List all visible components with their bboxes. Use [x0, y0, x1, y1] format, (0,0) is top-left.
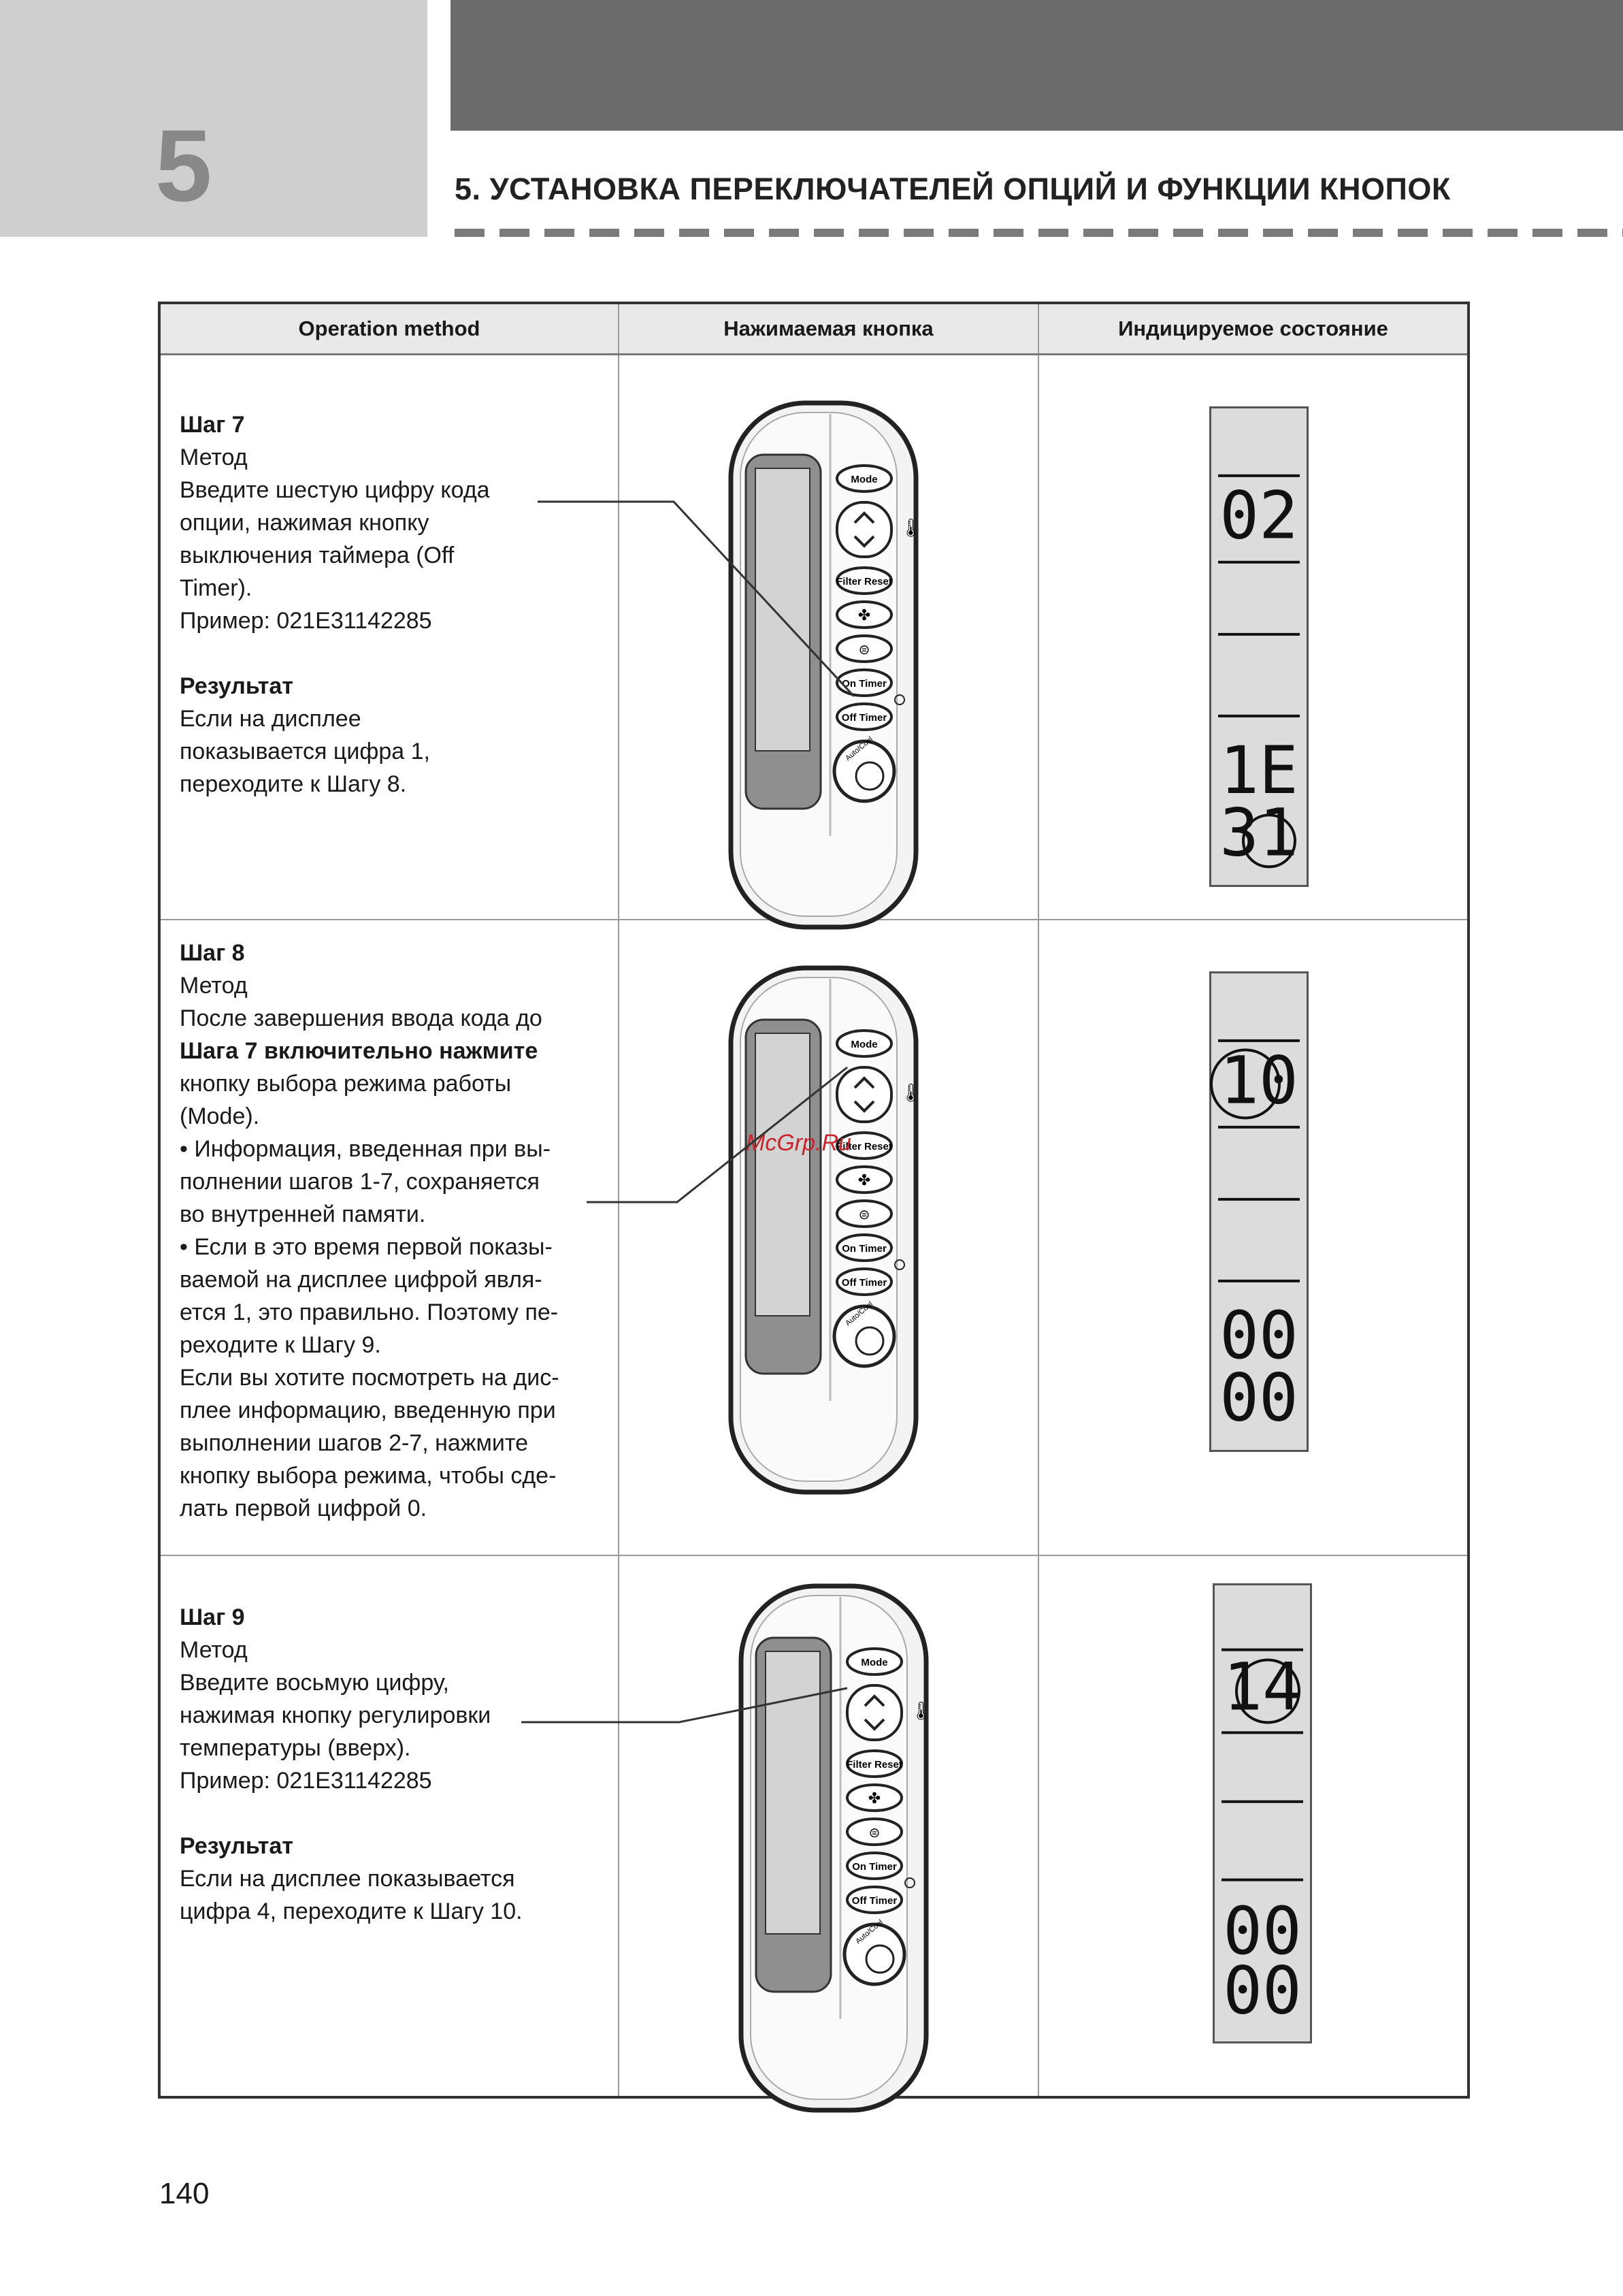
step-text-line: Timer).: [180, 575, 252, 601]
step-title: Шага 7 включительно нажмите: [180, 1038, 538, 1065]
header-pressed-button: Нажимаемая кнопка: [619, 303, 1038, 354]
header-display-state: Индицируемое состояние: [1038, 303, 1469, 354]
temperature-button: [837, 1067, 891, 1122]
result-heading: Результат: [180, 1832, 293, 1859]
step-text-line: После завершения ввода кода до: [180, 1005, 542, 1032]
lcd-digits: 00: [1219, 1297, 1298, 1374]
mode-button-label: Mode: [861, 1656, 888, 1668]
step-text-line: опции, нажимая кнопку: [180, 509, 429, 536]
fan-icon: ✤: [857, 606, 871, 624]
off-timer-button-label: Off Timer: [841, 711, 887, 724]
lcd-display-drawing: [1211, 408, 1307, 889]
step-text-line: Введите восьмую цифру,: [180, 1669, 449, 1696]
step-9-display: [1038, 1555, 1469, 2097]
step-text-line: показывается цифра 1,: [180, 738, 430, 764]
step-text-line: Если на дисплее показывается: [180, 1865, 515, 1892]
step-text-line: реходите к Шагу 9.: [180, 1332, 381, 1359]
power-button: [834, 1306, 894, 1366]
blank-line: [180, 637, 599, 670]
step-7-display: [1038, 354, 1469, 920]
filter-reset-button-label: Filter Reset: [836, 1141, 892, 1153]
remote-lcd-screen: [755, 1033, 810, 1316]
off-timer-button-label: Off Timer: [841, 1277, 887, 1289]
dashed-divider: [455, 229, 1623, 237]
chapter-number: 5: [155, 108, 212, 223]
auto-cool-label: Auto/Cool: [854, 1918, 885, 1946]
step-text-line: лать первой цифрой 0.: [180, 1495, 427, 1522]
page-number: 140: [159, 2177, 210, 2210]
auto-cool-label: Auto/Cool: [844, 1300, 874, 1328]
off-timer-button-label: Off Timer: [851, 1894, 898, 1907]
lcd-digits: 14: [1223, 1649, 1302, 1726]
step-text-line: • Если в это время первой показы-: [180, 1234, 553, 1261]
temperature-button: [837, 502, 891, 557]
step-text-line: Пример: 021E31142285: [180, 607, 432, 634]
step-text-line: Если на дисплее: [180, 705, 361, 732]
temperature-button: [847, 1685, 902, 1740]
step-8-remote: [619, 920, 1038, 1555]
step-7-remote: [619, 354, 1038, 920]
thermometer-icon: 🌡: [900, 517, 923, 538]
step-text-line: полнении шагов 1-7, сохраняется: [180, 1169, 540, 1195]
remote-control-drawing: [728, 400, 923, 931]
step-text-line: кнопку выбора режима, чтобы сде-: [180, 1463, 557, 1489]
step-text-line: плее информацию, введенную при: [180, 1397, 556, 1424]
step-text-line: переходите к Шагу 8.: [180, 771, 407, 797]
lcd-digits: 02: [1219, 477, 1298, 554]
table-row-step-9: [159, 1555, 1469, 2097]
swing-icon: ⊜: [858, 642, 870, 658]
header-bar: [450, 0, 1623, 131]
step-text-line: (Mode).: [180, 1103, 260, 1130]
step-9-text: [159, 1555, 619, 2097]
step-text-line: • Информация, введенная при вы-: [180, 1136, 551, 1163]
step-text-line: температуры (вверх).: [180, 1734, 411, 1761]
filter-reset-button-label: Filter Reset: [836, 575, 892, 587]
step-8-display: [1038, 920, 1469, 1555]
step-title: Шаг 8: [180, 940, 245, 967]
step-text-line: ется 1, это правильно. Поэтому пе-: [180, 1299, 559, 1326]
step-title: Шаг 9: [180, 1604, 245, 1630]
step-text-line: нажимая кнопку регулировки: [180, 1702, 491, 1728]
step-9-remote: [619, 1555, 1038, 2097]
lcd-digits: 00: [1219, 1359, 1298, 1436]
remote-lcd-screen: [755, 468, 810, 751]
table-header-row: [159, 303, 1469, 354]
remote-lcd-screen: [766, 1651, 820, 1934]
remote-control-drawing: [738, 1583, 933, 2114]
step-text-line: кнопку выбора режима работы: [180, 1071, 512, 1097]
on-timer-button-label: On Timer: [842, 1243, 887, 1255]
step-text-line: ваемой на дисплее цифрой явля-: [180, 1267, 542, 1293]
lcd-digits: 1E: [1219, 732, 1298, 809]
auto-cool-label: Auto/Cool: [844, 734, 874, 763]
section-title: 5. УСТАНОВКА ПЕРЕКЛЮЧАТЕЛЕЙ ОПЦИЙ И ФУНКЦИИ КНОПОК: [455, 172, 1451, 206]
step-7-text: [159, 354, 619, 920]
remote-control-drawing: [728, 965, 923, 1496]
step-text-line: Метод: [180, 973, 248, 999]
lcd-digits: 31: [1219, 794, 1298, 871]
step-text-line: выполнении шагов 2-7, нажмите: [180, 1430, 528, 1457]
step-text-line: Введите шестую цифру кода: [180, 476, 490, 503]
step-text-line: Если вы хотите посмотреть на дис-: [180, 1365, 559, 1391]
mode-button-label: Mode: [851, 473, 878, 485]
step-text-line: во внутренней памяти.: [180, 1201, 426, 1228]
lcd-digits: 10: [1219, 1042, 1298, 1119]
lcd-digits: 00: [1223, 1952, 1302, 2029]
on-timer-button-label: On Timer: [852, 1860, 897, 1873]
fan-icon: ✤: [868, 1789, 881, 1807]
on-timer-button-label: On Timer: [842, 677, 887, 690]
fan-icon: ✤: [857, 1171, 871, 1189]
operation-table: [158, 302, 1470, 2099]
blank-line: [180, 1797, 599, 1830]
step-text-line: Метод: [180, 444, 248, 470]
result-heading: Результат: [180, 673, 293, 699]
table-row-step-7: [159, 354, 1469, 920]
step-text-line: Метод: [180, 1636, 248, 1663]
watermark: McGrp.Ru: [746, 1130, 851, 1156]
swing-icon: ⊜: [858, 1208, 870, 1223]
thermometer-icon: 🌡: [900, 1082, 923, 1103]
thermometer-icon: 🌡: [910, 1700, 933, 1721]
step-text-line: Пример: 021E31142285: [180, 1767, 432, 1794]
step-text-line: цифра 4, переходите к Шагу 10.: [180, 1898, 523, 1924]
power-button: [834, 741, 894, 801]
lcd-display-drawing: [1211, 973, 1307, 1454]
step-title: Шаг 7: [180, 411, 245, 438]
lcd-digits: 00: [1223, 1892, 1302, 1969]
step-text-line: выключения таймера (Off: [180, 542, 455, 568]
lcd-display-drawing: [1215, 1585, 1310, 2046]
table-row-step-8: [159, 920, 1469, 1555]
swing-icon: ⊜: [868, 1825, 881, 1841]
filter-reset-button-label: Filter Reset: [847, 1758, 902, 1770]
chapter-tab: [0, 0, 427, 237]
header-operation-method: Operation method: [159, 303, 619, 354]
power-button: [845, 1924, 904, 1984]
mode-button-label: Mode: [851, 1039, 878, 1051]
step-8-text: [159, 920, 619, 1555]
